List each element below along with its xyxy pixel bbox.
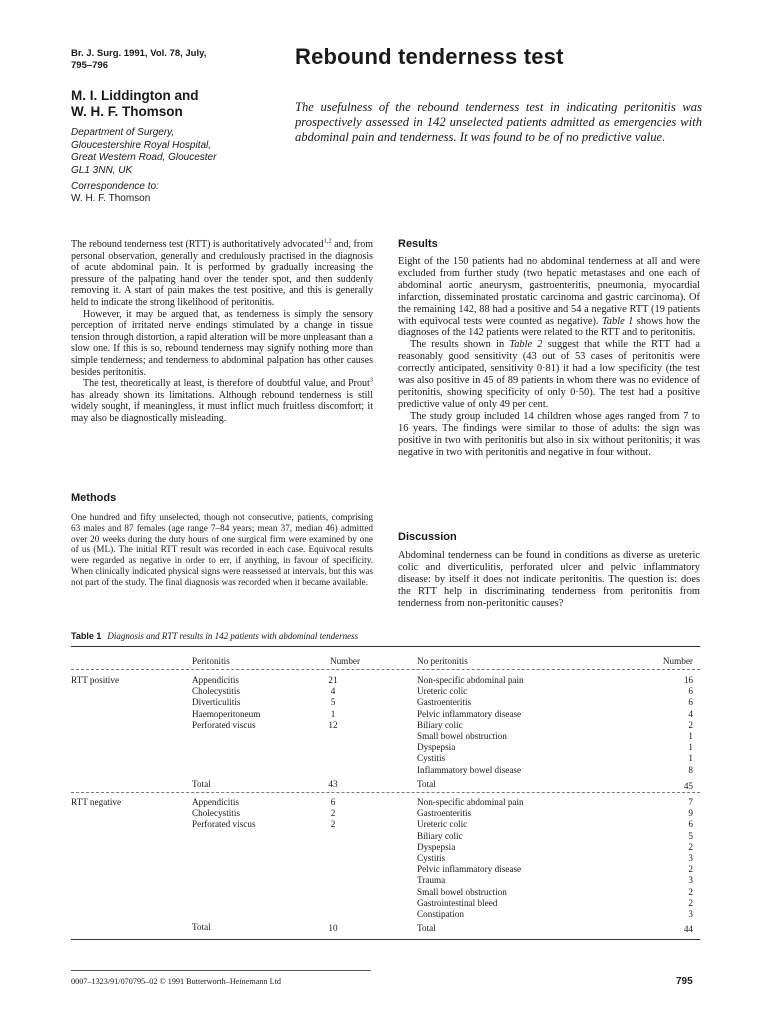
- negative-peritonitis-numbers: [313, 797, 353, 831]
- table-section-rule: [71, 792, 700, 793]
- table-caption: [71, 631, 358, 641]
- number-cell: 1: [688, 753, 693, 764]
- number-cell: 2: [688, 864, 693, 875]
- negative-peritonitis-diagnoses: [192, 797, 256, 831]
- results-paragraph: The study group included 14 children whose ages ranged from 7 to 16 years. The findings were similar to those of adults: the sign was positive in two with peritonitis but also in six without peritonitis; it was negative in two with peritonitis and negative in four without.: [398, 410, 700, 458]
- diagnosis-cell: Dyspepsia: [417, 742, 456, 753]
- results-heading: Results: [398, 238, 438, 250]
- total-number: 45: [683, 781, 693, 791]
- total-number: 44: [683, 924, 693, 934]
- correspondence-name: W. H. F. Thomson: [71, 193, 151, 204]
- article-title: Rebound tenderness test: [295, 44, 564, 69]
- diagnosis-cell: Trauma: [417, 875, 446, 886]
- intro-paragraph: [71, 239, 373, 309]
- affiliation: [71, 127, 281, 177]
- total-label: Total: [417, 923, 436, 933]
- number-cell: 2: [330, 808, 336, 819]
- diagnosis-cell: Cholecystitis: [192, 686, 240, 697]
- results-text-span: shows how the diagnoses of the 142 patients were related to the RTT and to peritonitis.: [398, 315, 700, 339]
- author-line: W. H. F. Thomson: [71, 104, 183, 119]
- diagnosis-cell: Appendicitis: [192, 675, 239, 685]
- table-label: Table 1: [71, 631, 102, 641]
- col-header-peritonitis: Peritonitis: [192, 656, 230, 666]
- diagnosis-cell: Biliary colic: [417, 830, 463, 841]
- diagnosis-cell: Perforated viscus: [192, 719, 256, 730]
- diagnosis-cell: Biliary colic: [417, 719, 463, 730]
- number-cell: 5: [330, 697, 336, 708]
- diagnosis-cell: Non-specific abdominal pain: [417, 797, 524, 807]
- diagnosis-cell: Gastroenteritis: [417, 697, 472, 708]
- diagnosis-cell: Small bowel obstruction: [417, 886, 507, 897]
- copyright-line: 0007–1323/91/070795–02 © 1991 Butterworth–Heinemann Ltd: [71, 977, 281, 986]
- journal-reference-line: 795–796: [71, 60, 108, 71]
- intro-text: has already shown its limitations. Although rebound tenderness is still widely sought, if meaningless, it must inflict much fruitless discomfort; it may also be diagnostically misleading.: [71, 389, 373, 424]
- number-cell: 4: [688, 708, 693, 719]
- number-cell: 16: [683, 675, 693, 685]
- journal-reference: [71, 48, 271, 72]
- diagnosis-cell: Appendicitis: [192, 797, 239, 807]
- table-reference: Table 2: [509, 339, 543, 351]
- number-cell: 21: [328, 675, 338, 685]
- authors: [71, 88, 281, 120]
- correspondence-label: Correspondence to:: [71, 181, 159, 192]
- positive-no-peritonitis-diagnoses: [417, 675, 524, 776]
- diagnosis-cell: Gastroenteritis: [417, 808, 472, 819]
- row-label-rtt-negative: RTT negative: [71, 797, 122, 807]
- results-text-span: Eight of the 150 patients had no abdominal tenderness at all and were excluded from further study (two hepatic metastases and one each of abdominal aortic aneurysm, gastroenteritis, pneumonia, myocardial infarction, disseminated prostatic carcinoma and gastric carcinoma). Of the remaining 142, 88 had a positive and 54 a negative RTT (19 patients with equivocal tests were counted as negative).: [398, 256, 700, 327]
- footer-rule: [71, 970, 371, 971]
- number-cell: 1: [330, 708, 336, 719]
- number-cell: 2: [688, 719, 693, 730]
- results-text: [398, 256, 700, 458]
- results-text-span: suggest that while the RTT had a reasonably good sensitivity (43 out of 53 cases of peritonitis were correctly anticipated, sensitivity 0·81) it had a low specificity (the test was also positive in 45 of 89 patients in whom there was no evidence of peritonitis, showing specificity of only 0·50). The test had a positive predictive value of only 49 per cent.: [398, 339, 700, 410]
- citation-superscript: 3: [369, 376, 373, 384]
- diagnosis-cell: Ureteric colic: [417, 819, 468, 830]
- total-number: 10: [328, 923, 338, 933]
- diagnosis-cell: Dyspepsia: [417, 841, 456, 852]
- citation-superscript: 1,2: [323, 237, 332, 245]
- diagnosis-cell: Haemoperitoneum: [192, 708, 261, 719]
- number-cell: 6: [688, 819, 693, 830]
- number-cell: 5: [688, 830, 693, 841]
- affiliation-line: GL1 3NN, UK: [71, 164, 133, 176]
- diagnosis-cell: Cystitis: [417, 853, 446, 864]
- affiliation-line: Gloucestershire Royal Hospital,: [71, 139, 212, 151]
- table-caption-text: Diagnosis and RTT results in 142 patients with abdominal tenderness: [107, 631, 359, 641]
- total-label: Total: [192, 922, 211, 932]
- introduction: [71, 239, 373, 425]
- diagnosis-cell: Diverticulitis: [192, 697, 241, 708]
- number-cell: 6: [688, 697, 693, 708]
- positive-peritonitis-diagnoses: [192, 675, 260, 731]
- intro-text: The test, theoretically at least, is therefore of doubtful value, and Prout: [83, 378, 370, 390]
- number-cell: 3: [688, 853, 693, 864]
- diagnosis-cell: Cholecystitis: [192, 808, 240, 819]
- number-cell: 9: [688, 808, 693, 819]
- number-cell: 2: [688, 897, 693, 908]
- intro-text: and, from personal observation, generally and credulously practised in the diagnosis of acute abdominal pain. It is performed by gradually increasing the pressure of the palpating hand over the tender spot, and then suddenly removing it. A start of pain makes the test positive, and this is generally held to indicate the strong likelihood of peritonitis.: [71, 239, 373, 308]
- col-header-no-peritonitis: No peritonitis: [417, 656, 468, 666]
- number-cell: 7: [688, 797, 693, 807]
- affiliation-line: Department of Surgery,: [71, 127, 175, 138]
- number-cell: 6: [330, 797, 336, 807]
- number-cell: 1: [688, 731, 693, 742]
- table-top-rule: [71, 646, 700, 647]
- results-paragraph: [398, 256, 700, 339]
- diagnosis-cell: Constipation: [417, 909, 464, 920]
- number-cell: 2: [688, 886, 693, 897]
- table-bottom-rule: [71, 939, 700, 940]
- total-number: 43: [328, 779, 338, 789]
- discussion-text: Abdominal tenderness can be found in conditions as diverse as ureteric colic and diverticulitis, perforated ulcer and pelvic inflammatory disease: by itself it does not indicate peritonitis. The question is: does the RTT help in discriminating tenderness from peritonitis from tenderness from non-peritonitic causes?: [398, 550, 700, 609]
- journal-reference-line: Br. J. Surg. 1991, Vol. 78, July,: [71, 48, 207, 59]
- abstract: The usefulness of the rebound tenderness test in indicating peritonitis was prospectively assessed in 142 unselected patients admitted as emergencies with abdominal pain and tenderness. It was found to be of no predictive value.: [295, 100, 702, 144]
- number-cell: 2: [330, 819, 336, 830]
- diagnosis-cell: Perforated viscus: [192, 819, 256, 830]
- methods-text: One hundred and fifty unselected, though not consecutive, patients, comprising 63 males and 87 females (age range 7–84 years; mean 37, median 46) admitted over 20 weeks during the duty hours of one surgical firm were examined by one of us (ML). The initial RTT result was recorded in each case. Equivocal results were regarded as negative in order to err, if anything, in favour of specificity. When clinically indicated physical signs were reassessed at intervals, but this was not part of the study. The final diagnosis was recorded when it became available.: [71, 512, 373, 587]
- results-paragraph: [398, 339, 700, 410]
- number-cell: 4: [330, 686, 336, 697]
- negative-no-peritonitis-numbers: [653, 797, 693, 920]
- diagnosis-cell: Pelvic inflammatory disease: [417, 864, 522, 875]
- total-label: Total: [192, 779, 211, 789]
- diagnosis-cell: Pelvic inflammatory disease: [417, 708, 522, 719]
- diagnosis-cell: Small bowel obstruction: [417, 731, 507, 742]
- intro-paragraph: [71, 378, 373, 424]
- author-line: M. I. Liddington and: [71, 88, 199, 103]
- affiliation-line: Great Western Road, Gloucester: [71, 152, 217, 163]
- negative-no-peritonitis-diagnoses: [417, 797, 524, 920]
- diagnosis-cell: Gastrointestinal bleed: [417, 897, 498, 908]
- number-cell: 6: [688, 686, 693, 697]
- diagnosis-cell: Ureteric colic: [417, 686, 468, 697]
- discussion-heading: Discussion: [398, 531, 457, 543]
- positive-peritonitis-numbers: [313, 675, 353, 731]
- row-label-rtt-positive: RTT positive: [71, 675, 120, 685]
- number-cell: 12: [328, 719, 338, 730]
- total-label: Total: [417, 779, 436, 789]
- results-text-span: The results shown in: [410, 339, 510, 351]
- page-number: 795: [676, 976, 693, 987]
- number-cell: 3: [688, 875, 693, 886]
- intro-paragraph: However, it may be argued that, as tenderness is simply the sensory perception of irritated nerve endings stimulated by a change in tissue tension through distortion, a rapid alteration will be more unpleasant than a slow one. If this is so, rebound tenderness may signify nothing more than simple tenderness; and tenderness to abdominal palpation has other causes besides peritonitis.: [71, 308, 373, 378]
- col-header-number: Number: [329, 656, 361, 666]
- col-header-number: Number: [662, 656, 693, 666]
- diagnosis-cell: Cystitis: [417, 753, 446, 764]
- number-cell: 3: [688, 909, 693, 920]
- number-cell: 8: [688, 764, 693, 775]
- diagnosis-cell: Inflammatory bowel disease: [417, 764, 522, 775]
- diagnosis-cell: Non-specific abdominal pain: [417, 675, 524, 685]
- positive-no-peritonitis-numbers: [653, 675, 693, 776]
- table-header-rule: [71, 669, 700, 670]
- number-cell: 1: [688, 742, 693, 753]
- table-reference: Table 1: [601, 315, 634, 327]
- methods-heading: Methods: [71, 492, 117, 504]
- intro-text: The rebound tenderness test (RTT) is authoritatively advocated: [71, 239, 324, 250]
- number-cell: 2: [688, 841, 693, 852]
